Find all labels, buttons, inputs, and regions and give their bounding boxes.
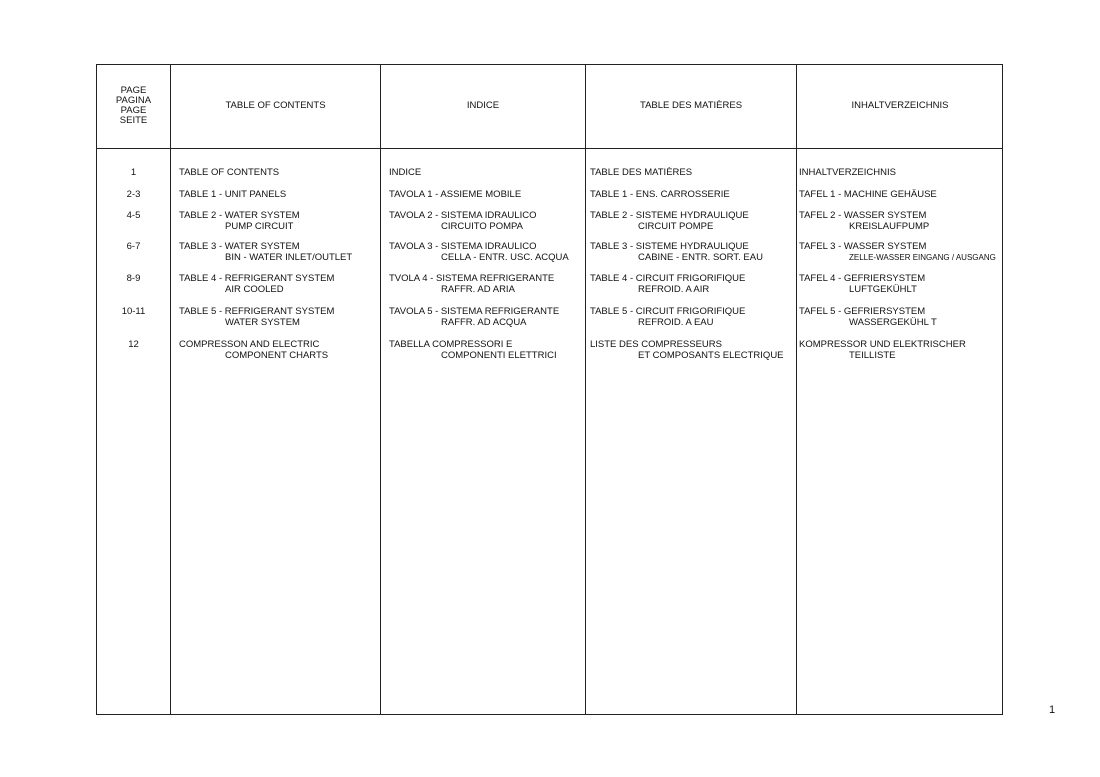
toc-entry-title: TAFEL 3 - WASSER SYSTEM: [799, 241, 927, 252]
toc-entry-en: [179, 189, 286, 200]
toc-entry-title: TAFEL 2 - WASSER SYSTEM: [799, 210, 927, 221]
toc-entry-title: TAVOLA 3 - SISTEMA IDRAULICO: [389, 241, 537, 252]
header-english: TABLE OF CONTENTS: [225, 100, 326, 111]
toc-entry-subtitle: CABINE - ENTR. SORT. EAU: [638, 252, 763, 263]
toc-entry-it: [389, 339, 557, 361]
toc-entry-subtitle: PUMP CIRCUIT: [225, 221, 294, 232]
toc-entry-title: TABLE OF CONTENTS: [179, 167, 280, 178]
column-divider: [796, 64, 797, 715]
toc-entry-subtitle: KREISLAUFPUMP: [849, 221, 930, 232]
toc-entry-title: TABLE 5 - REFRIGERANT SYSTEM: [179, 306, 335, 317]
toc-entry-subtitle: BIN - WATER INLET/OUTLET: [225, 252, 353, 263]
row-page-number: 2-3: [126, 189, 141, 200]
toc-table-frame: [96, 64, 1003, 715]
toc-entry-subtitle: REFROID. A EAU: [638, 317, 714, 328]
toc-entry-title: COMPRESSON AND ELECTRIC: [179, 339, 320, 350]
toc-entry-title: TAVOLA 1 - ASSIEME MOBILE: [389, 189, 522, 200]
toc-entry-title: TABLE 2 - SISTEME HYDRAULIQUE: [590, 210, 749, 221]
row-page-number: 4-5: [126, 210, 141, 221]
toc-entry-en: [179, 210, 300, 232]
toc-entry-en: [179, 339, 328, 361]
toc-entry-subtitle: WASSERGEKÜHL T: [849, 317, 937, 328]
toc-entry-it: [389, 273, 554, 295]
toc-entry-it: [389, 189, 521, 200]
row-page-number: 1: [130, 167, 137, 178]
toc-entry-subtitle: ET COMPOSANTS ELECTRIQUE: [638, 350, 784, 361]
toc-entry-it: [389, 210, 536, 232]
toc-entry-fr: [590, 273, 745, 295]
toc-entry-de: [799, 339, 966, 361]
toc-entry-title: TABLE 1 - UNIT PANELS: [179, 189, 287, 200]
toc-entry-title: LISTE DES COMPRESSEURS: [590, 339, 722, 350]
column-divider: [380, 64, 381, 715]
toc-entry-title: TVOLA 4 - SISTEMA REFRIGERANTE: [389, 273, 555, 284]
toc-entry-subtitle: RAFFR. AD ACQUA: [441, 317, 527, 328]
toc-entry-subtitle: COMPONENT CHARTS: [225, 350, 329, 361]
header-divider: [96, 148, 1003, 149]
toc-entry-en: [179, 306, 334, 328]
toc-entry-title: TAVOLA 5 - SISTEMA REFRIGERANTE: [389, 306, 560, 317]
column-divider: [585, 64, 586, 715]
toc-entry-it: [389, 241, 569, 263]
toc-entry-de: [799, 210, 929, 232]
toc-entry-subtitle: CELLA - ENTR. USC. ACQUA: [441, 252, 569, 263]
toc-entry-title: TABLE 3 - SISTEME HYDRAULIQUE: [590, 241, 749, 252]
toc-entry-title: TABLE 5 - CIRCUIT FRIGORIFIQUE: [590, 306, 746, 317]
header-german: INHALTVERZEICHNIS: [851, 100, 949, 111]
toc-entry-subtitle: CIRCUITO POMPA: [441, 221, 523, 232]
column-divider: [170, 64, 171, 715]
toc-entry-fr: [590, 189, 730, 200]
toc-entry-de: [799, 273, 925, 295]
toc-entry-title: TAVOLA 2 - SISTEMA IDRAULICO: [389, 210, 537, 221]
toc-entry-subtitle: LUFTGEKÜHLT: [849, 284, 917, 295]
toc-entry-title: TABLE 2 - WATER SYSTEM: [179, 210, 300, 221]
toc-entry-subtitle: WATER SYSTEM: [225, 317, 300, 328]
toc-entry-title: TABLE 4 - CIRCUIT FRIGORIFIQUE: [590, 273, 746, 284]
row-page-number: 10-11: [121, 306, 146, 317]
toc-entry-subtitle: REFROID. A AIR: [638, 284, 710, 295]
toc-entry-de: [799, 189, 937, 200]
toc-entry-en: [179, 167, 279, 178]
toc-entry-title: INDICE: [389, 167, 422, 178]
toc-entry-subtitle: COMPONENTI ELETTRICI: [441, 350, 557, 361]
toc-entry-subtitle: AIR COOLED: [225, 284, 284, 295]
toc-entry-fr: [590, 167, 692, 178]
toc-entry-de: [799, 167, 896, 178]
row-page-number: 6-7: [126, 241, 141, 252]
toc-entry-title: TABLE 3 - WATER SYSTEM: [179, 241, 300, 252]
toc-entry-title: KOMPRESSOR UND ELEKTRISCHER: [799, 339, 966, 350]
toc-entry-title: TAFEL 1 - MACHINE GEHÄUSE: [799, 189, 937, 200]
page-number-mark: 1: [1049, 704, 1056, 716]
header-italian: INDICE: [466, 100, 500, 111]
toc-entry-de: [799, 241, 996, 263]
toc-entry-title: INHALTVERZEICHNIS: [799, 167, 896, 178]
toc-entry-title: TABLE 4 - REFRIGERANT SYSTEM: [179, 273, 335, 284]
toc-entry-title: TABLE DES MATIÈRES: [590, 167, 693, 178]
toc-entry-it: [389, 167, 421, 178]
toc-entry-fr: [590, 210, 749, 232]
toc-entry-title: TAFEL 5 - GEFRIERSYSTEM: [799, 306, 926, 317]
toc-entry-subtitle: TEILLISTE: [849, 350, 896, 361]
toc-entry-fr: [590, 339, 784, 361]
toc-entry-title: TAFEL 4 - GEFRIERSYSTEM: [799, 273, 926, 284]
toc-entry-subtitle: ZELLE-WASSER EINGANG / AUSGANG: [849, 253, 996, 262]
toc-entry-title: TABELLA COMPRESSORI E: [389, 339, 513, 350]
header-french: TABLE DES MATIÈRES: [639, 100, 743, 111]
toc-entry-subtitle: CIRCUIT POMPE: [638, 221, 714, 232]
toc-entry-fr: [590, 241, 763, 263]
header-page: PAGE PAGINA PAGE SEITE: [115, 85, 152, 126]
toc-entry-en: [179, 273, 334, 295]
toc-entry-it: [389, 306, 559, 328]
row-page-number: 8-9: [126, 273, 141, 284]
row-page-number: 12: [128, 339, 139, 350]
toc-entry-de: [799, 306, 937, 328]
toc-entry-title: TABLE 1 - ENS. CARROSSERIE: [590, 189, 730, 200]
toc-entry-en: [179, 241, 352, 263]
toc-entry-fr: [590, 306, 745, 328]
toc-entry-subtitle: RAFFR. AD ARIA: [441, 284, 515, 295]
